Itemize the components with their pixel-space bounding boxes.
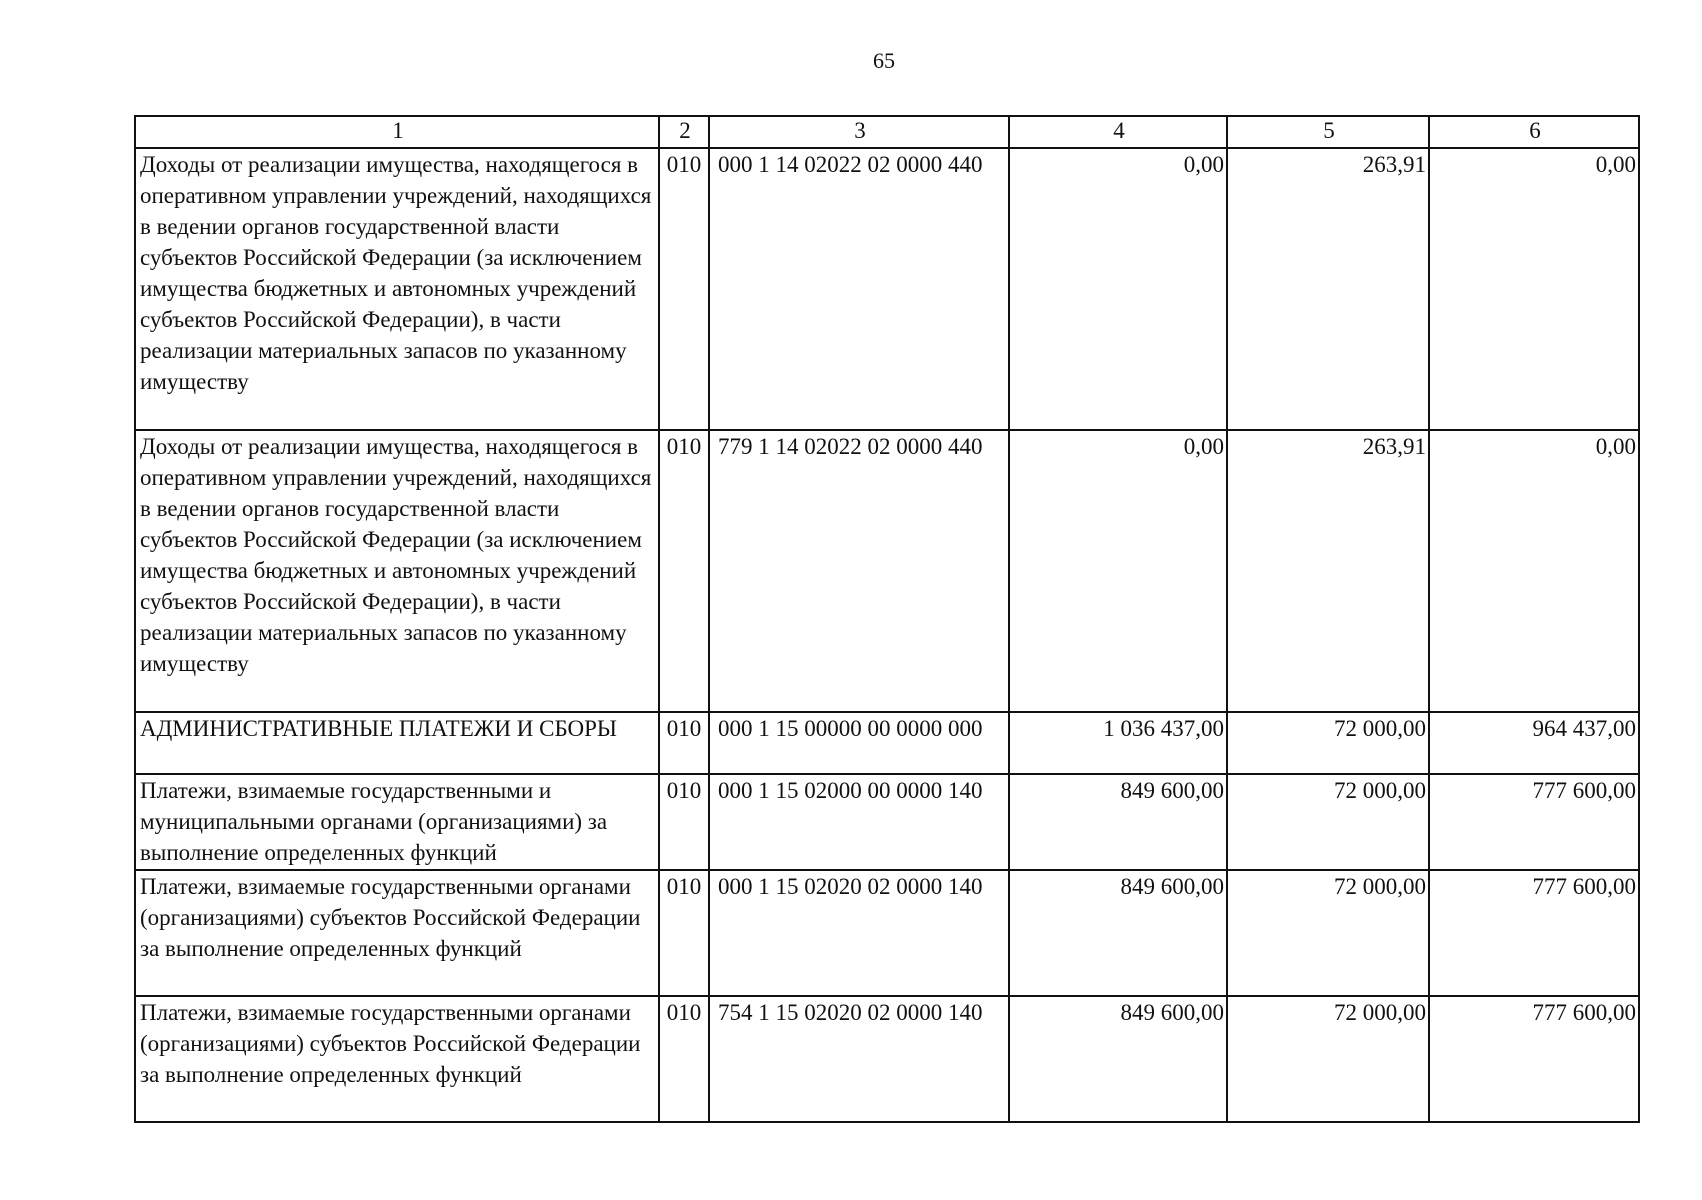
column-header: 3 — [709, 116, 1009, 148]
column-header: 1 — [135, 116, 659, 148]
table-row — [135, 774, 1639, 870]
column-header: 5 — [1227, 116, 1429, 148]
row-name: Платежи, взимаемые государственными органами (организациями) субъектов Российской Федерации за выполнение определенных функций — [135, 870, 659, 996]
row-code: 754 1 15 02020 02 0000 140 — [709, 996, 1009, 1122]
table-header-row — [135, 116, 1639, 148]
row-col4: 849 600,00 — [1009, 774, 1227, 870]
row-chapter: 010 — [659, 148, 709, 430]
row-col5: 72 000,00 — [1227, 870, 1429, 996]
row-col5: 72 000,00 — [1227, 712, 1429, 774]
row-col6: 777 600,00 — [1429, 870, 1639, 996]
row-col4: 0,00 — [1009, 148, 1227, 430]
row-name: АДМИНИСТРАТИВНЫЕ ПЛАТЕЖИ И СБОРЫ — [135, 712, 659, 774]
row-chapter: 010 — [659, 870, 709, 996]
row-name: Доходы от реализации имущества, находящегося в оперативном управлении учреждений, находящихся в ведении органов государственной власти субъектов Российской Федерации (за исключением имущества бюджетных и автономных учреждений субъектов Российской Федерации), в части реализации материальных запасов по указанному имуществу — [135, 430, 659, 712]
row-chapter: 010 — [659, 774, 709, 870]
column-header: 4 — [1009, 116, 1227, 148]
row-col4: 0,00 — [1009, 430, 1227, 712]
row-col5: 263,91 — [1227, 148, 1429, 430]
row-col6: 777 600,00 — [1429, 774, 1639, 870]
column-header: 2 — [659, 116, 709, 148]
row-col6: 0,00 — [1429, 148, 1639, 430]
row-name: Платежи, взимаемые государственными и муниципальными органами (организациями) за выполнение определенных функций — [135, 774, 659, 870]
row-code: 779 1 14 02022 02 0000 440 — [709, 430, 1009, 712]
budget-table — [134, 115, 1640, 1123]
row-col5: 72 000,00 — [1227, 996, 1429, 1122]
row-col6: 964 437,00 — [1429, 712, 1639, 774]
column-header: 6 — [1429, 116, 1639, 148]
row-chapter: 010 — [659, 430, 709, 712]
table-row — [135, 996, 1639, 1122]
row-name: Платежи, взимаемые государственными органами (организациями) субъектов Российской Федерации за выполнение определенных функций — [135, 996, 659, 1122]
row-col6: 777 600,00 — [1429, 996, 1639, 1122]
table-row — [135, 870, 1639, 996]
row-col5: 263,91 — [1227, 430, 1429, 712]
page-number: 65 — [873, 48, 895, 73]
row-code: 000 1 14 02022 02 0000 440 — [709, 148, 1009, 430]
row-col6: 0,00 — [1429, 430, 1639, 712]
row-chapter: 010 — [659, 712, 709, 774]
row-code: 000 1 15 00000 00 0000 000 — [709, 712, 1009, 774]
table-row — [135, 148, 1639, 430]
row-col4: 1 036 437,00 — [1009, 712, 1227, 774]
row-col5: 72 000,00 — [1227, 774, 1429, 870]
row-code: 000 1 15 02000 00 0000 140 — [709, 774, 1009, 870]
row-chapter: 010 — [659, 996, 709, 1122]
row-col4: 849 600,00 — [1009, 870, 1227, 996]
table-row — [135, 712, 1639, 774]
row-name: Доходы от реализации имущества, находящегося в оперативном управлении учреждений, находящихся в ведении органов государственной власти субъектов Российской Федерации (за исключением имущества бюджетных и автономных учреждений субъектов Российской Федерации), в части реализации материальных запасов по указанному имуществу — [135, 148, 659, 430]
table-row — [135, 430, 1639, 712]
row-code: 000 1 15 02020 02 0000 140 — [709, 870, 1009, 996]
row-col4: 849 600,00 — [1009, 996, 1227, 1122]
